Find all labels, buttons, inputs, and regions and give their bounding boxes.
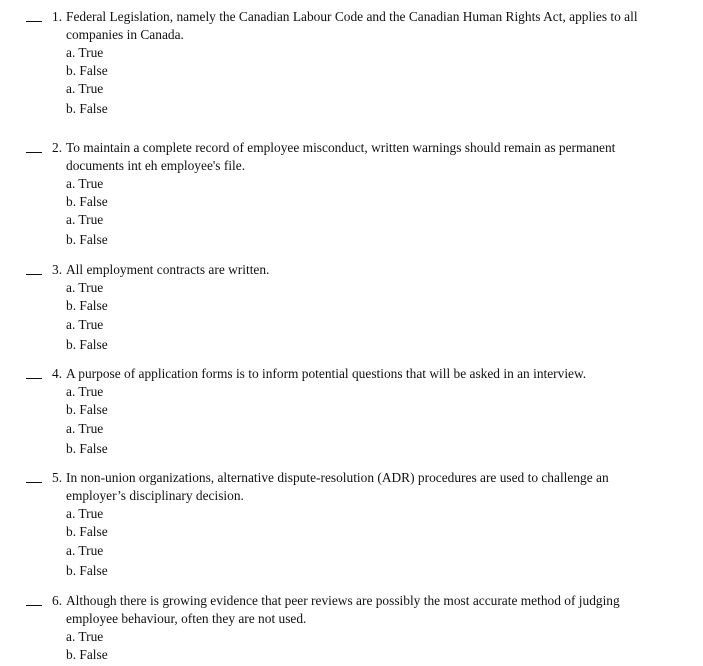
option-b-false[interactable]: b. False bbox=[66, 337, 108, 352]
option-a-true[interactable]: a. True bbox=[66, 543, 104, 558]
question-number: 4. bbox=[52, 366, 63, 381]
option-b-false[interactable]: b. False bbox=[66, 524, 108, 539]
option-a-true[interactable]: a. True bbox=[66, 384, 104, 399]
option-b-false[interactable]: b. False bbox=[66, 232, 108, 247]
option-a-true[interactable]: a. True bbox=[66, 317, 104, 332]
option-b-false[interactable]: b. False bbox=[66, 647, 108, 662]
option-a-true[interactable]: a. True bbox=[66, 280, 104, 295]
option-a-true[interactable]: a. True bbox=[66, 45, 104, 60]
answer-blank[interactable] bbox=[26, 152, 42, 153]
answer-blank[interactable] bbox=[26, 482, 42, 483]
question-number: 6. bbox=[52, 593, 63, 608]
option-b-false[interactable]: b. False bbox=[66, 194, 108, 209]
question-stem: Although there is growing evidence that peer reviews are possibly the most accurate method of judging employee behaviour, often they are not used. bbox=[66, 593, 620, 626]
answer-blank[interactable] bbox=[26, 274, 42, 275]
answer-blank[interactable] bbox=[26, 378, 42, 379]
question-number: 2. bbox=[52, 140, 63, 155]
option-b-false[interactable]: b. False bbox=[66, 63, 108, 78]
question-stem: All employment contracts are written. bbox=[66, 262, 270, 277]
option-b-false[interactable]: b. False bbox=[66, 101, 108, 116]
answer-blank[interactable] bbox=[26, 605, 42, 606]
question-stem: To maintain a complete record of employee misconduct, written warnings should remain as permanent documents int eh employee's file. bbox=[66, 140, 616, 173]
question-number: 3. bbox=[52, 262, 63, 277]
option-b-false[interactable]: b. False bbox=[66, 402, 108, 417]
question-stem: In non-union organizations, alternative dispute-resolution (ADR) procedures are used to challenge an employer’s disciplinary decision. bbox=[66, 470, 609, 503]
option-a-true[interactable]: a. True bbox=[66, 176, 104, 191]
option-a-true[interactable]: a. True bbox=[66, 421, 104, 436]
question-stem: A purpose of application forms is to inform potential questions that will be asked in an interview. bbox=[66, 366, 587, 381]
option-b-false[interactable]: b. False bbox=[66, 441, 108, 456]
option-a-true[interactable]: a. True bbox=[66, 212, 104, 227]
question-stem: Federal Legislation, namely the Canadian Labour Code and the Canadian Human Rights Act, applies to all companies in Canada. bbox=[66, 9, 638, 42]
option-a-true[interactable]: a. True bbox=[66, 506, 104, 521]
question-number: 1. bbox=[52, 9, 63, 24]
question-number: 5. bbox=[52, 470, 63, 485]
option-b-false[interactable]: b. False bbox=[66, 298, 108, 313]
option-a-true[interactable]: a. True bbox=[66, 81, 104, 96]
answer-blank[interactable] bbox=[26, 21, 42, 22]
option-b-false[interactable]: b. False bbox=[66, 563, 108, 578]
option-a-true[interactable]: a. True bbox=[66, 629, 104, 644]
